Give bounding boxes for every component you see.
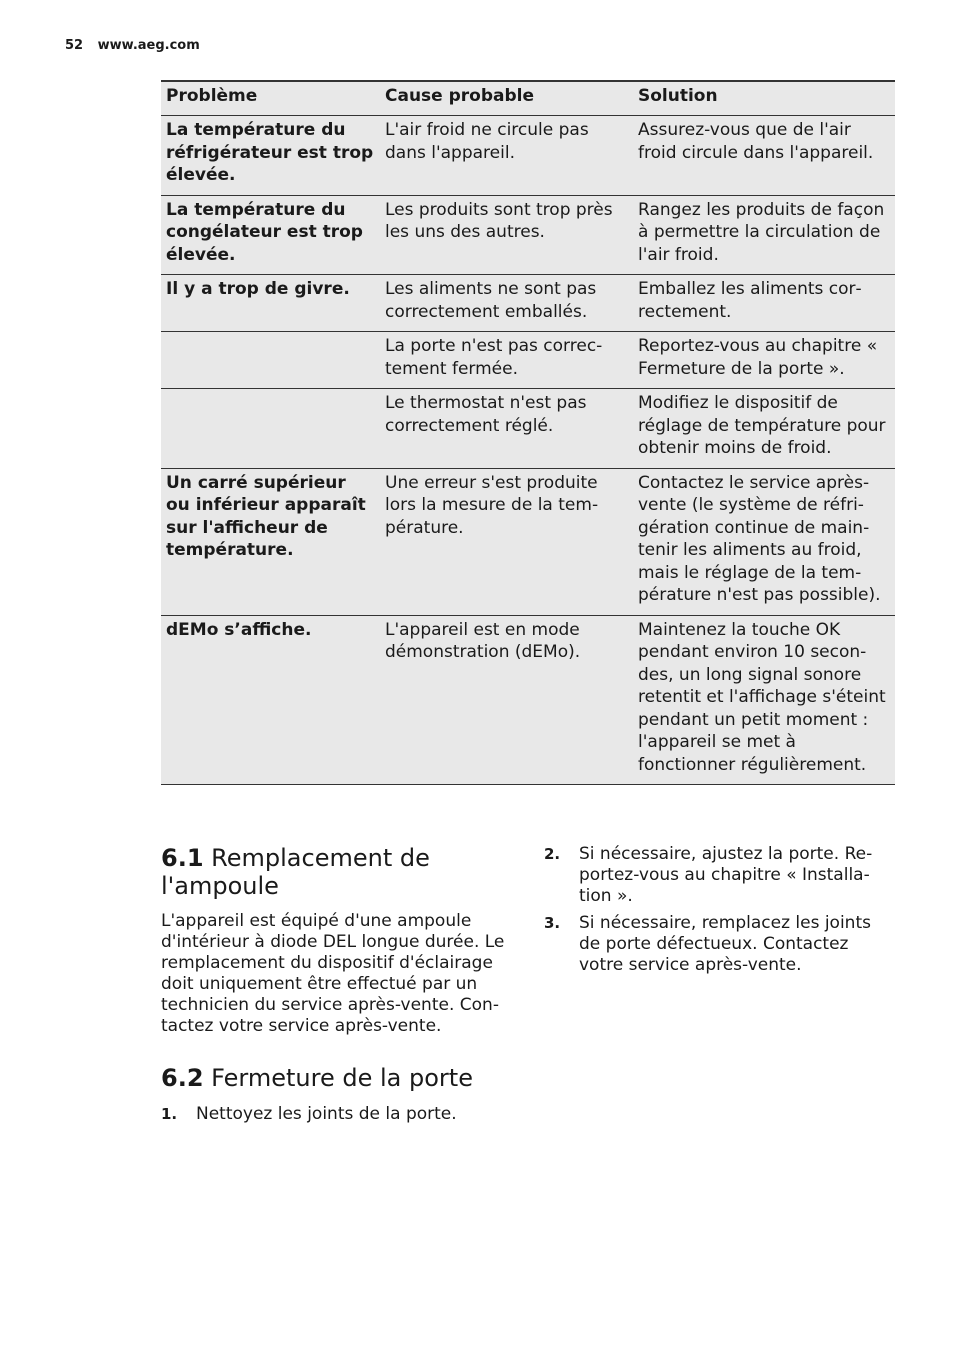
section-number: 6.2: [161, 1064, 204, 1092]
problem-cell: Il y a trop de givre.: [161, 275, 380, 332]
table-row: [161, 275, 895, 332]
problem-cell: Un carré supérieur ou inférieur apparaît sur l'afficheur de température.: [161, 468, 380, 615]
header-cause: Cause probable: [380, 81, 633, 116]
header-solution: Solution: [633, 81, 895, 116]
cause-cell: Les aliments ne sont pas correctement emballés.: [380, 275, 633, 332]
cause-cell: L'appareil est en mode démonstration (dEMo).: [380, 615, 633, 785]
table-row: [161, 615, 895, 785]
step-text: Si nécessaire, ajustez la porte. Reportez-vous au chapitre « Installation ».: [579, 844, 873, 906]
page-number: 52: [65, 38, 84, 53]
solution-cell: Emballez les aliments correctement.: [633, 275, 895, 332]
solution-cell: Modifiez le dispositif de réglage de température pour obtenir moins de froid.: [633, 389, 895, 469]
cause-cell: La porte n'est pas correctement fermée.: [380, 332, 633, 389]
table-row: [161, 389, 895, 469]
solution-cell: Assurez-vous que de l'air froid circule dans l'appareil.: [633, 116, 895, 196]
cause-cell: Le thermostat n'est pas correctement réglé.: [380, 389, 633, 469]
step-text: Si nécessaire, remplacez les joints de porte défectueux. Contactez votre service après-vente.: [579, 913, 871, 975]
section-title-text: Remplacement de l'ampoule: [161, 844, 430, 900]
problem-cell: La température du congélateur est trop élevée.: [161, 195, 380, 275]
list-item: [544, 913, 896, 979]
table-row: [161, 468, 895, 615]
step-number: 2.: [544, 845, 561, 863]
step-text: Nettoyez les joints de la porte.: [196, 1104, 457, 1124]
table-row: [161, 332, 895, 389]
header-problem: Problème: [161, 81, 380, 116]
troubleshooting-table: [161, 80, 895, 785]
step-number: 3.: [544, 914, 561, 932]
problem-cell: dEMo s’affiche.: [161, 615, 380, 785]
problem-cell: La température du réfrigérateur est trop élevée.: [161, 116, 380, 196]
solution-cell: Rangez les produits de façon à permettre la circulation de l'air froid.: [633, 195, 895, 275]
problem-cell: [161, 332, 380, 389]
cause-cell: Les produits sont trop près les uns des autres.: [380, 195, 633, 275]
problem-cell: [161, 389, 380, 469]
table-row: [161, 195, 895, 275]
solution-cell: Maintenez la touche OK pendant environ 10 secondes, un long signal sonore retentit et l'affichage s'éteint pendant un petit moment : l'appareil se met à fonctionner régulièrement.: [633, 615, 895, 785]
section-number: 6.1: [161, 844, 204, 872]
solution-cell: Reportez-vous au chapitre « Fermeture de la porte ».: [633, 332, 895, 389]
cause-cell: Une erreur s'est produite lors la mesure de la température.: [380, 468, 633, 615]
section-6-2-title: [161, 1064, 521, 1092]
list-item: [161, 1104, 513, 1126]
step-number: 1.: [161, 1105, 178, 1123]
list-item: [544, 844, 896, 910]
table-row: [161, 116, 895, 196]
solution-cell: Contactez le service après-vente (le système de réfrigération continue de maintenir les aliments au froid, mais le réglage de la température n'est pas possible).: [633, 468, 895, 615]
cause-cell: L'air froid ne circule pas dans l'appareil.: [380, 116, 633, 196]
page-header: [65, 38, 200, 53]
section-6-1-title: [161, 844, 501, 900]
section-6-1-paragraph: L'appareil est équipé d'une ampoule d'intérieur à diode DEL longue durée. Le remplacement du dispositif d'éclairage doit uniquement être effectué par un technicien du service après-vente. Contactez votre service après-vente.: [161, 911, 505, 1036]
table-header-row: [161, 81, 895, 116]
section-title-text: Fermeture de la porte: [211, 1064, 473, 1092]
site-url: www.aeg.com: [97, 38, 200, 53]
